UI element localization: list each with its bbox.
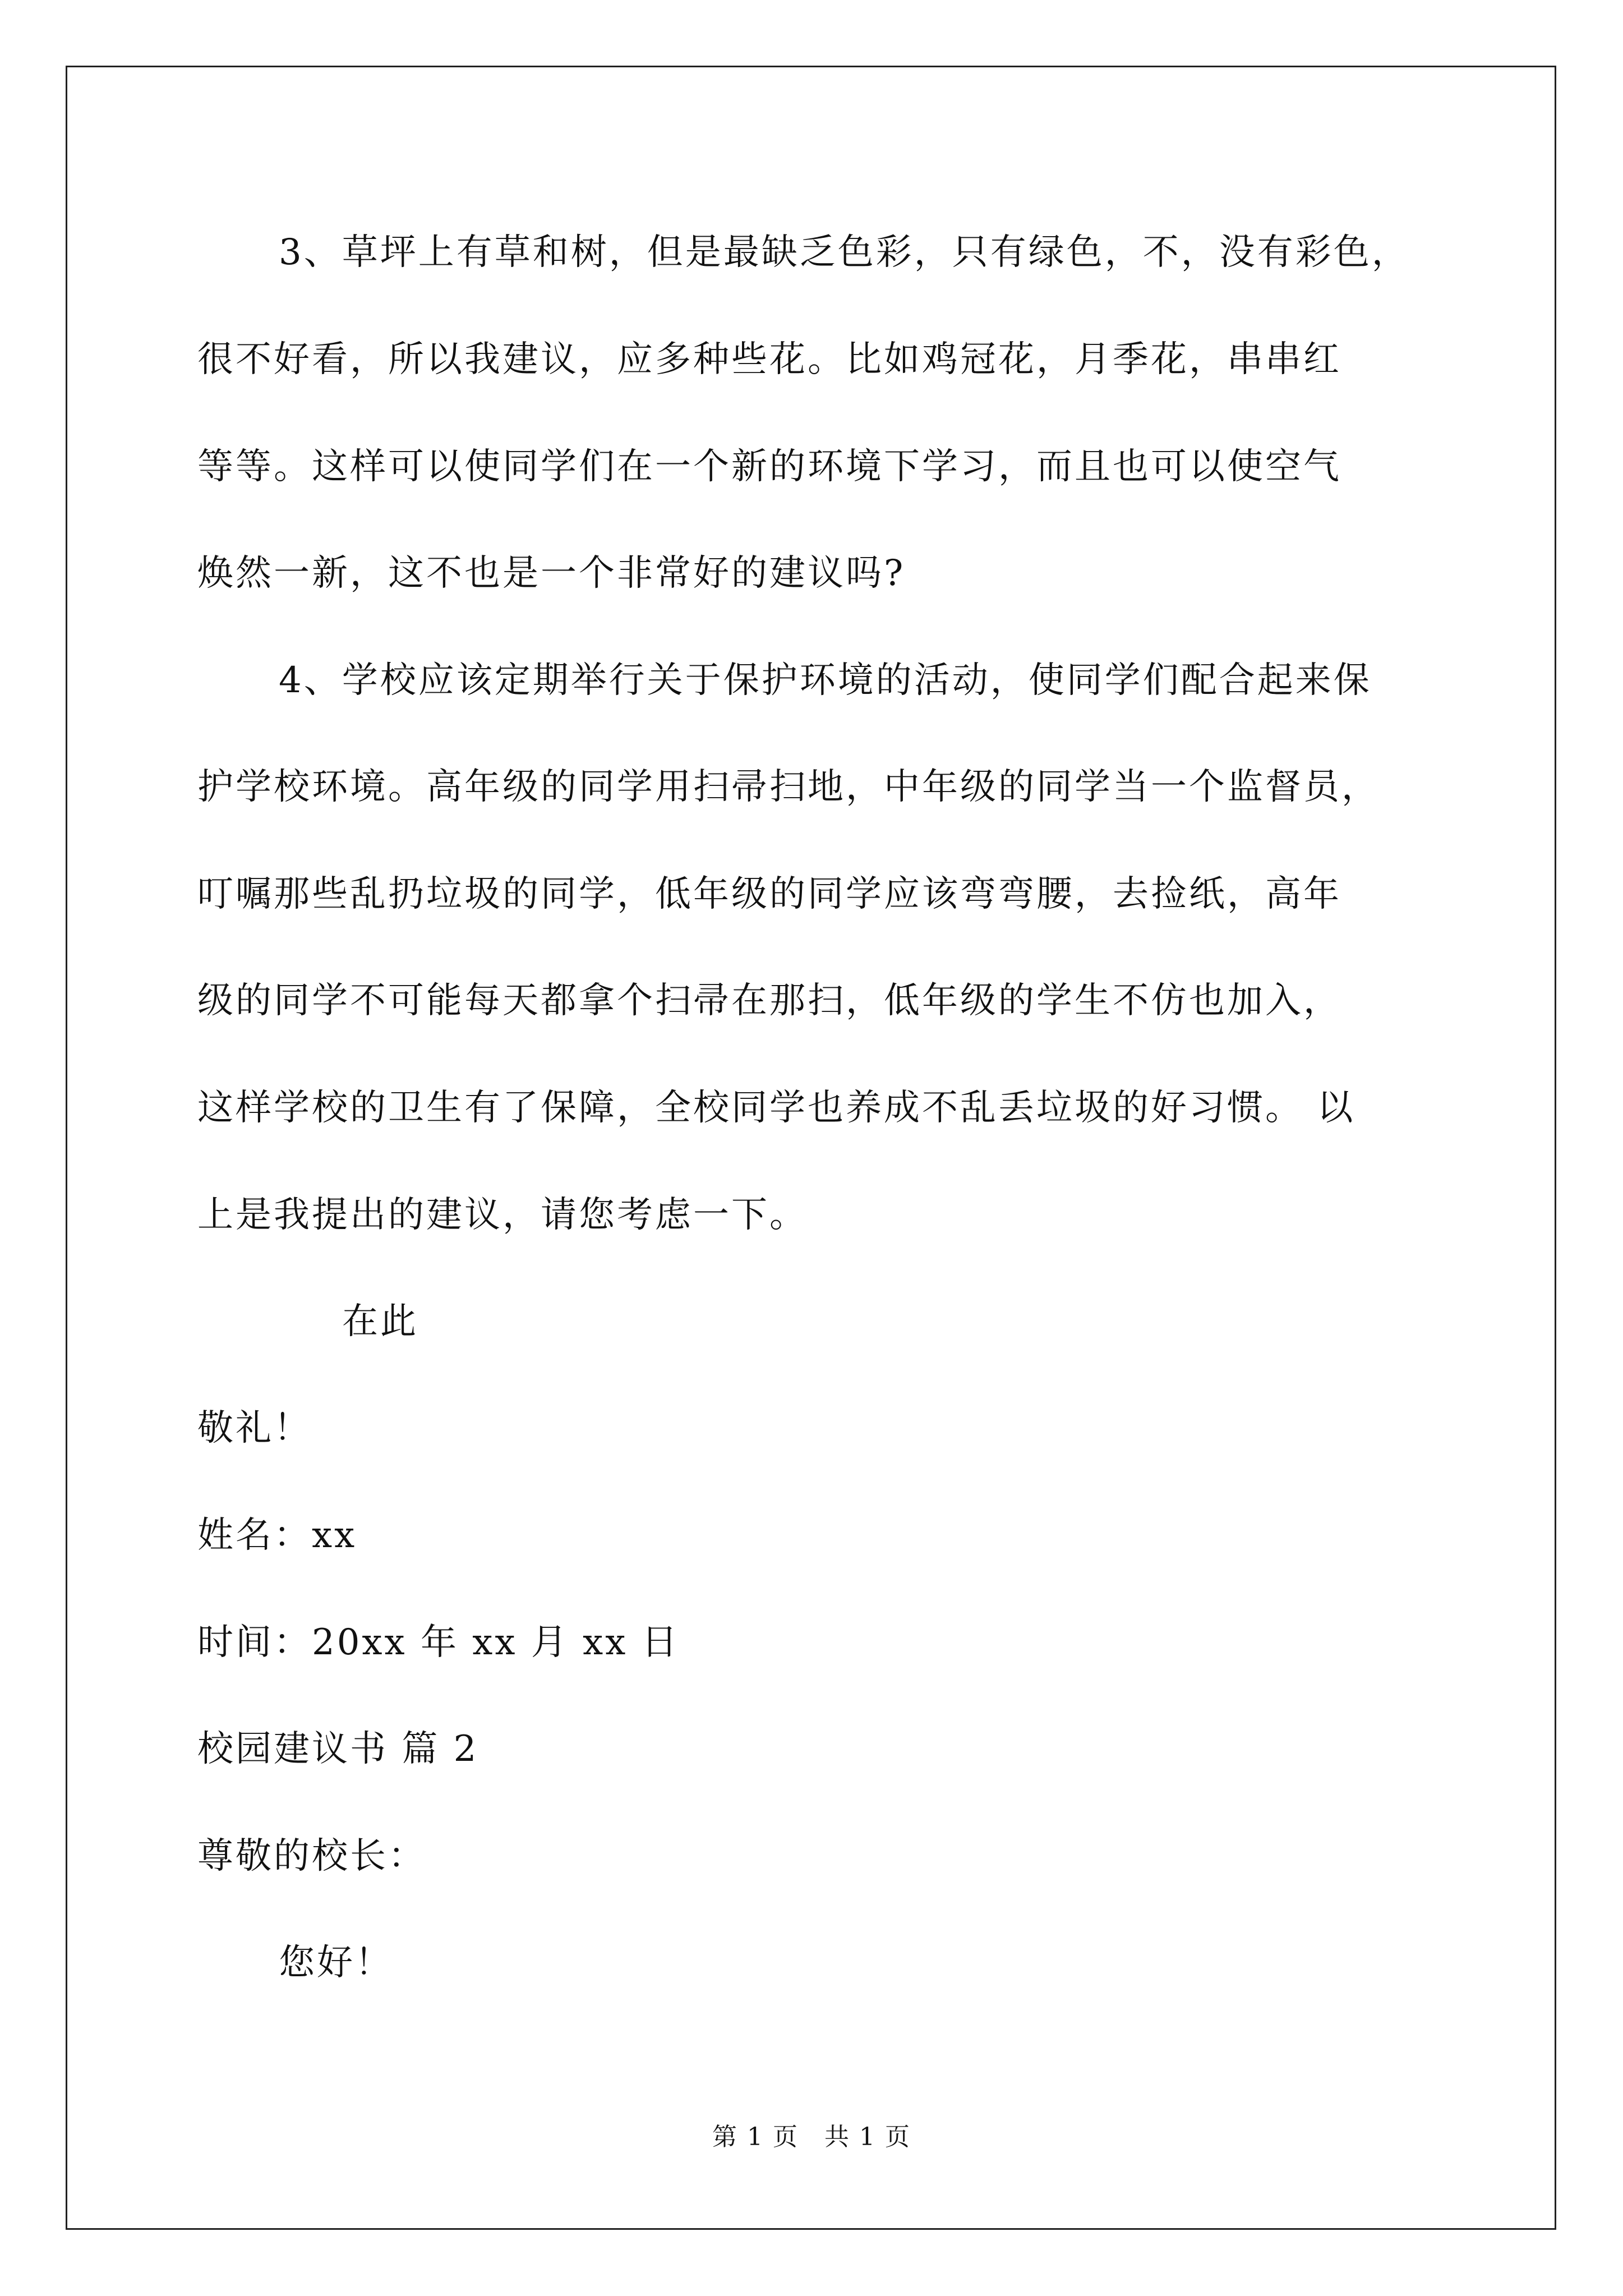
paragraph-4-line-6: 上是我提出的建议，请您考虑一下。 xyxy=(197,1194,808,1236)
salutation: 尊敬的校长： xyxy=(197,1835,426,1877)
paragraph-4-line-4: 级的同学不可能每天都拿个扫帚在那扫，低年级的学生不仿也加入， xyxy=(197,980,1341,1022)
closing-here: 在此 xyxy=(342,1301,418,1342)
paragraph-4-line-3: 叮嘱那些乱扔垃圾的同学，低年级的同学应该弯弯腰，去捡纸，高年 xyxy=(197,873,1341,915)
paragraph-3-line-1: 3、草坪上有草和树，但是最缺乏色彩，只有绿色，不，没有彩色， xyxy=(279,232,1410,273)
paragraph-3-line-2: 很不好看，所以我建议，应多种些花。比如鸡冠花，月季花，串串红 xyxy=(197,339,1341,380)
paragraph-4-line-1: 4、学校应该定期举行关于保护环境的活动，使同学们配合起来保 xyxy=(279,660,1372,701)
signature-name: 姓名：xx xyxy=(197,1515,357,1556)
paragraph-4-line-2: 护学校环境。高年级的同学用扫帚扫地，中年级的同学当一个监督员， xyxy=(197,766,1380,808)
paragraph-4-line-5: 这样学校的卫生有了保障，全校同学也养成不乱丢垃圾的好习惯。 以 xyxy=(197,1087,1355,1129)
section-heading: 校园建议书 篇 2 xyxy=(197,1728,479,1770)
paragraph-3-line-4: 焕然一新，这不也是一个非常好的建议吗? xyxy=(197,553,906,594)
greeting: 您好！ xyxy=(279,1942,393,1984)
closing-salute: 敬礼！ xyxy=(197,1407,312,1449)
page-footer: 第 1 页 共 1 页 xyxy=(712,2123,911,2151)
signature-date: 时间：20xx 年 xx 月 xx 日 xyxy=(197,1622,680,1663)
page-border xyxy=(66,66,1556,2230)
paragraph-3-line-3: 等等。这样可以使同学们在一个新的环境下学习，而且也可以使空气 xyxy=(197,446,1341,487)
